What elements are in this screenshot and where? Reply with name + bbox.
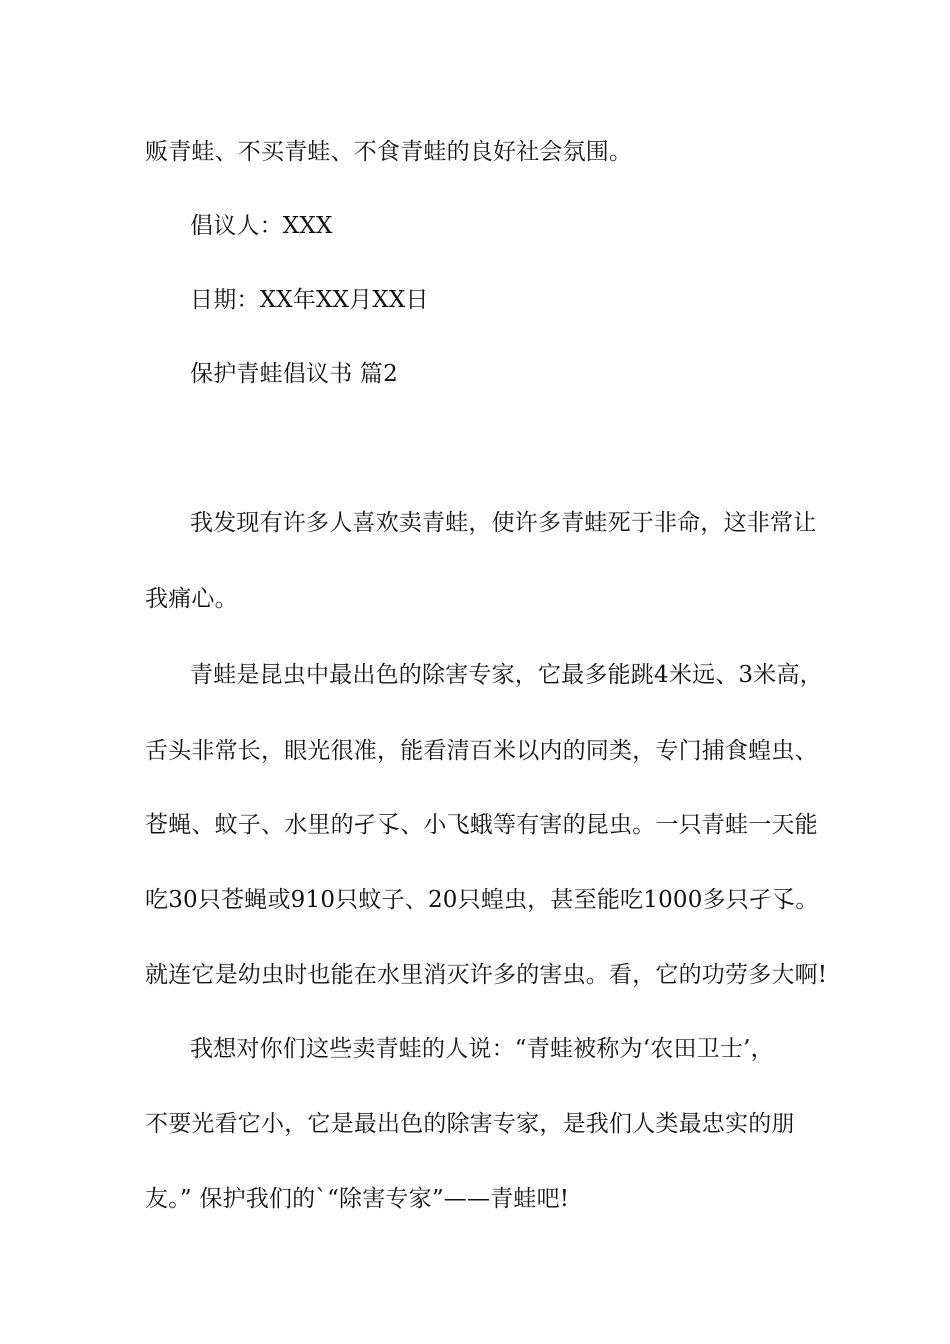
paragraph-line: 我发现有许多人喜欢卖青蛙，使许多青蛙死于非命，这非常让 [190, 510, 817, 536]
paragraph-line: 青蛙是昆虫中最出色的除害专家，它最多能跳4米远、3米高， [190, 662, 823, 688]
paragraph-line: 苍蝇、蚊子、水里的孑孓、小飞蛾等有害的昆虫。一只青蛙一天能 [145, 812, 818, 838]
paragraph-line: 不要光看它小，它是最出色的除害专家，是我们人类最忠实的朋 [145, 1111, 795, 1137]
paragraph-line: 贩青蛙、不买青蛙、不食青蛙的良好社会氛围。 [145, 139, 633, 165]
date-line: 日期：XX年XX月XX日 [190, 287, 429, 313]
initiator-line: 倡议人：XXX [190, 213, 333, 239]
paragraph-line: 我痛心。 [145, 586, 238, 612]
section-title: 保护青蛙倡议书 篇2 [190, 361, 398, 387]
paragraph-line: 舌头非常长，眼光很准，能看清百米以内的同类，专门捕食蝗虫、 [145, 738, 818, 764]
paragraph-line: 就连它是幼虫时也能在水里消灭许多的害虫。看，它的功劳多大啊! [145, 962, 828, 988]
paragraph-line: 吃30只苍蝇或910只蚊子、20只蝗虫，甚至能吃1000多只孑孓。 [145, 887, 819, 913]
paragraph-line: 友。” 保护我们的`“除害专家”——青蛙吧! [145, 1186, 570, 1212]
paragraph-line: 我想对你们这些卖青蛙的人说：“青蛙被称为‘农田卫士’， [190, 1036, 774, 1062]
